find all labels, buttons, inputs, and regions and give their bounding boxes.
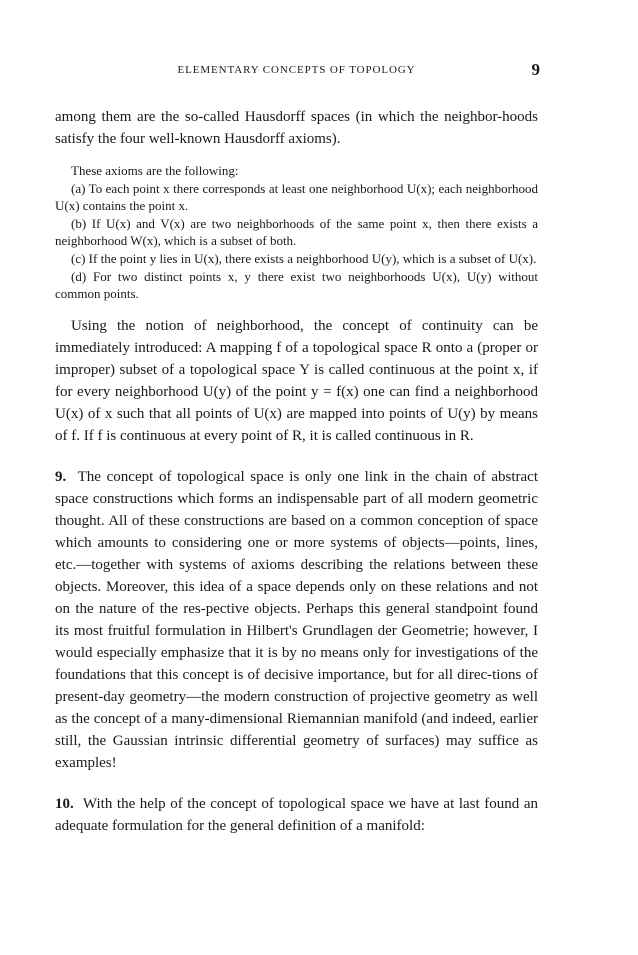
axiom-list bbox=[55, 162, 538, 303]
running-head bbox=[55, 60, 538, 84]
axioms-intro: These axioms are the following: bbox=[71, 163, 239, 178]
page-number: 9 bbox=[531, 60, 540, 79]
axiom-b: (b) If U(x) and V(x) are two neighborhoods of the same point x, then there exists a neighborhood W(x), which is a subset of both. bbox=[55, 215, 538, 249]
section-10 bbox=[55, 793, 538, 837]
section-10-text: With the help of the concept of topological space we have at last found an adequate formulation for the general definition of a manifold: bbox=[55, 795, 538, 834]
book-page bbox=[55, 60, 538, 837]
axiom-a: (a) To each point x there corresponds at least one neighborhood U(x); each neighborhood U(x) contains the point x. bbox=[55, 180, 538, 214]
axiom-c: (c) If the point y lies in U(x), there exists a neighborhood U(y), which is a subset of U(x). bbox=[71, 250, 537, 266]
axiom-d: (d) For two distinct points x, y there exist two neighborhoods U(x), U(y) without common points. bbox=[55, 268, 538, 302]
running-title: ELEMENTARY CONCEPTS OF TOPOLOGY bbox=[177, 64, 416, 76]
paragraph-hausdorff-spaces: among them are the so-called Hausdorff spaces (in which the neighbor-hoods satisfy the four well-known Hausdorff axioms). bbox=[55, 109, 538, 147]
section-9-number: 9. bbox=[55, 468, 67, 485]
section-9-text: The concept of topological space is only one link in the chain of abstract space constructions which forms an indispensable part of all modern geometric thought. All of these constructions are based on a common conception of space which amounts to considering one or more systems of objects—points, lines, etc.—together with systems of axioms describing the relations between these objects. Moreover, this idea of a space depends only on these relations and not on the nature of the res-pective objects. Perhaps this general standpoint found its most fruitful formulation in Hilbert's Grundlagen der Geometrie; however, I would especially emphasize that it is by no means only for investigations of the foundations that this concept is of decisive importance, but for all direc-tions of present-day geometry—the modern construction of projective geometry as well as the concept of a many-dimensional Riemannian manifold (and indeed, earlier still, the Gaussian intrinsic differential geometry of surfaces) may suffice as examples! bbox=[55, 468, 539, 771]
section-10-number: 10. bbox=[55, 795, 74, 812]
section-9 bbox=[55, 466, 538, 774]
paragraph-continuity: Using the notion of neighborhood, the concept of continuity can be immediately introduced: A mapping f of a topological space R onto a (proper or improper) subset of a topological space Y is called continuous at the point x, if for every neighborhood U(y) of the point y = f(x) one can find a neighborhood U(x) of x such that all points of U(x) are mapped into points of U(y) by means of f. If f is continuous at every point of R, it is called continuous in R. bbox=[55, 317, 538, 444]
